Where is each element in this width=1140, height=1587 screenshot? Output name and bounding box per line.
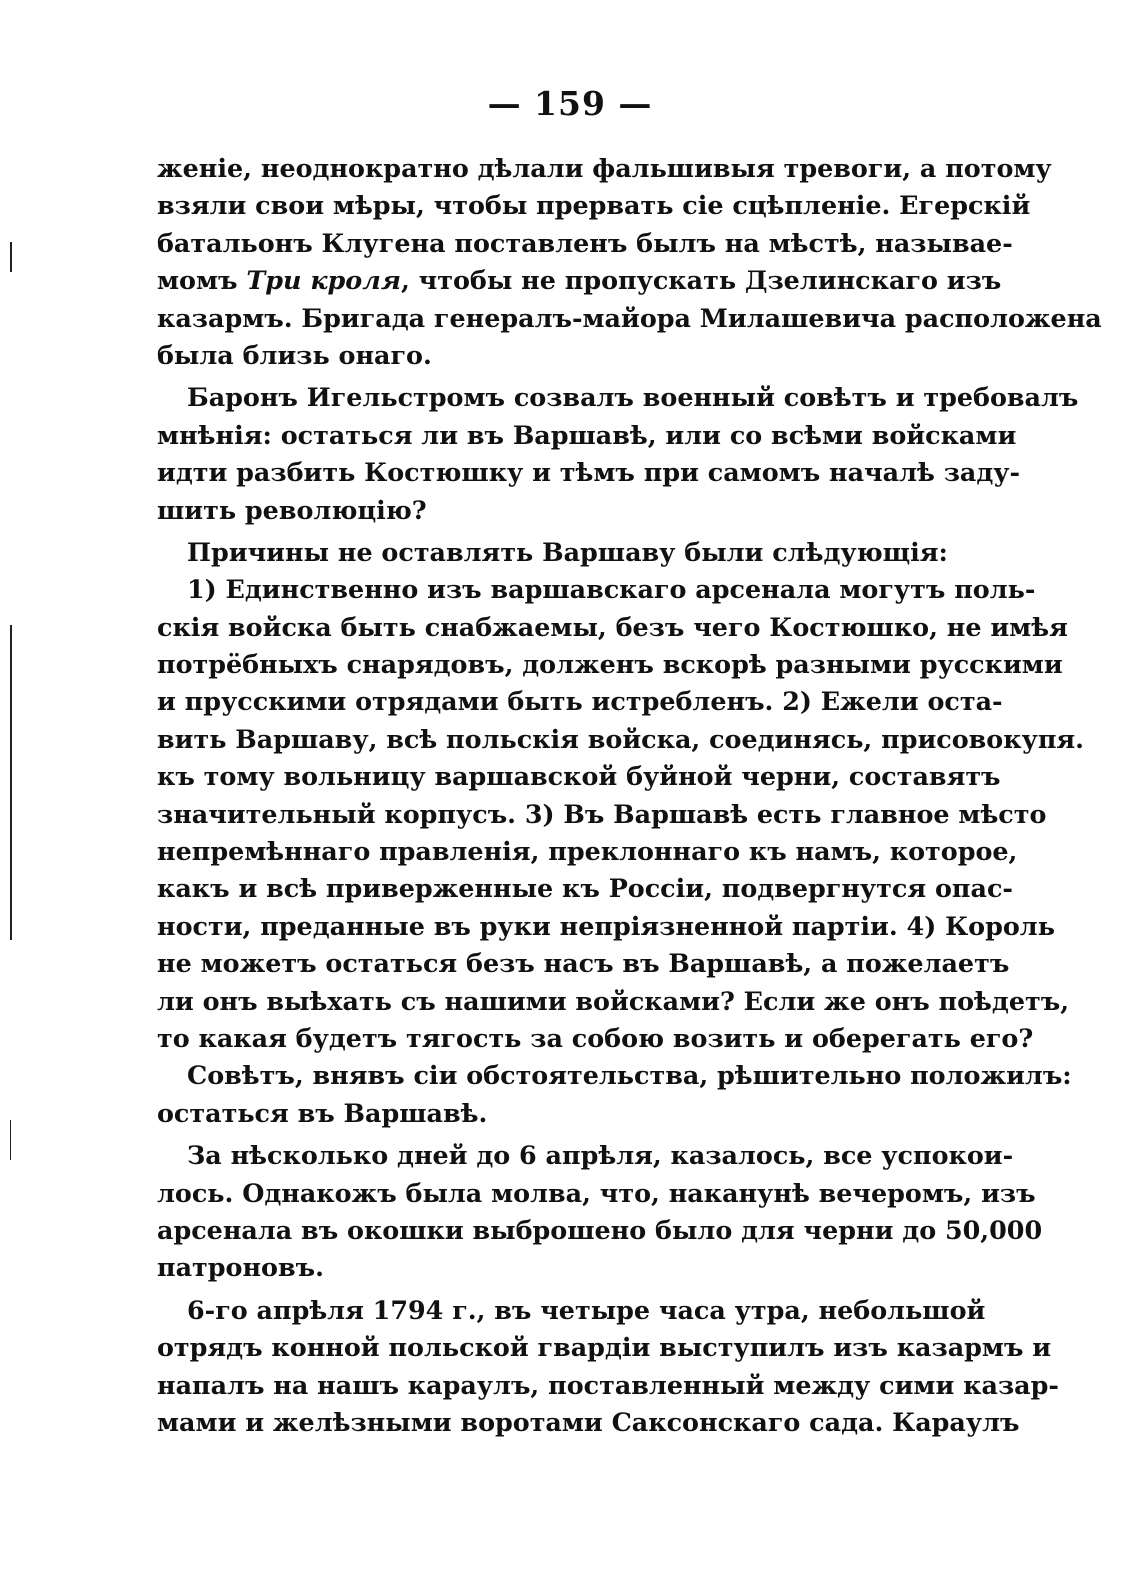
text-line: Баронъ Игельстромъ созвалъ военный совѣтъ и требовалъ <box>187 382 1079 413</box>
text-line: и прусскими отрядами быть истребленъ. 2) Ежели оста- <box>157 686 1003 717</box>
text-line: патроновъ. <box>157 1252 324 1283</box>
text-line: вить Варшаву, всѣ польскія войска, соединясь, присовокупя. <box>157 723 1085 754</box>
text-line: 1) Единственно изъ варшавскаго арсенала могутъ поль- <box>187 574 1036 605</box>
text-line: идти разбить Костюшку и тѣмъ при самомъ началѣ заду- <box>157 457 1021 488</box>
page-number: — 159 — <box>487 84 653 123</box>
text-line: отрядъ конной польской гвардіи выступилъ изъ казармъ и <box>157 1332 1052 1363</box>
text-line: За нѣсколько дней до 6 апрѣля, казалось, все успокои- <box>187 1140 1014 1171</box>
text-line: скія войска быть снабжаемы, безъ чего Костюшко, не имѣя <box>157 611 1068 642</box>
text-line: ли онъ выѣхать съ нашими войсками? Если же онъ поѣдетъ, <box>157 985 1070 1016</box>
margin-mark <box>10 1120 11 1160</box>
text-line: арсенала въ окошки выброшено было для черни до 50,000 <box>157 1214 1043 1245</box>
text-line: остаться въ Варшавѣ. <box>157 1097 488 1128</box>
text-line: мнѣнія: остаться ли въ Варшавѣ, или со всѣми войсками <box>157 419 1017 450</box>
text-line: не можетъ остаться безъ насъ въ Варшавѣ, а пожелаетъ <box>157 948 1010 979</box>
text-line: значительный корпусъ. 3) Въ Варшавѣ есть главное мѣсто <box>157 798 1047 829</box>
text-line: момъ Три кроля, чтобы не пропускать Дзелинскаго изъ <box>157 265 1002 296</box>
text-line: казармъ. Бригада генералъ-майора Милашевича расположена <box>157 302 1102 333</box>
text-line: какъ и всѣ приверженные къ Россіи, подвергнутся опас- <box>157 873 1013 904</box>
text-line: потрёбныхъ снарядовъ, долженъ вскорѣ разными русскими <box>157 649 1063 680</box>
body-text <box>157 150 1102 1441</box>
text-line: женіе, неоднократно дѣлали фальшивыя тревоги, а потому <box>157 153 1052 183</box>
text-line: напалъ на нашъ караулъ, поставленный между сими казар- <box>157 1369 1059 1400</box>
text-line: лось. Однакожъ была молва, что, наканунѣ вечеромъ, изъ <box>157 1177 1036 1208</box>
text-line: Совѣтъ, внявъ сіи обстоятельства, рѣшительно положилъ: <box>187 1060 1072 1091</box>
text-line: была близь онаго. <box>157 339 432 370</box>
text-line: 6-го апрѣля 1794 г., въ четыре часа утра, небольшой <box>187 1294 986 1325</box>
text-line: взяли свои мѣры, чтобы прервать сіе сцѣпленіе. Егерскій <box>157 190 1031 221</box>
margin-mark <box>10 242 12 272</box>
text-line: ности, преданные въ руки непріязненной партіи. 4) Король <box>157 910 1055 941</box>
text-line: то какая будетъ тягость за собою возить и оберегать его? <box>157 1022 1034 1053</box>
text-line: непремѣннаго правленія, преклоннаго къ намъ, которое, <box>157 836 1018 867</box>
text-line: къ тому вольницу варшавской буйной черни, составятъ <box>157 761 1001 792</box>
text-line: Причины не оставлять Варшаву были слѣдующія: <box>187 536 948 567</box>
text-line: шить революцію? <box>157 494 427 525</box>
text-line: мами и желѣзными воротами Саксонскаго сада. Караулъ <box>157 1406 1020 1437</box>
margin-mark <box>10 625 12 940</box>
text-line: батальонъ Клугена поставленъ былъ на мѣстѣ, называе- <box>157 227 1013 258</box>
